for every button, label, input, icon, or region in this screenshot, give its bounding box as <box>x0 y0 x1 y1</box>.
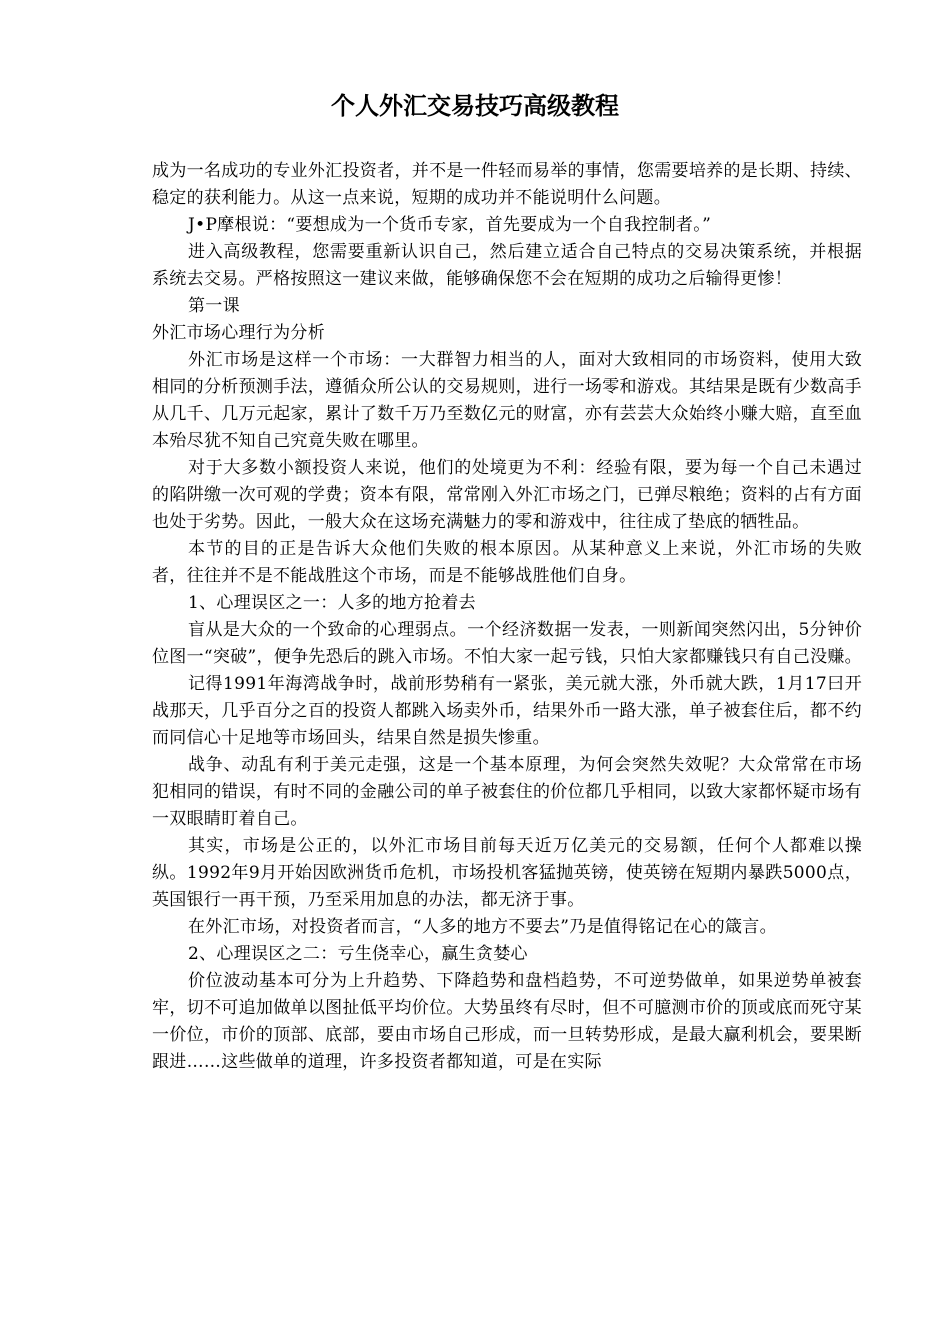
paragraph: 外汇市场是这样一个市场：一大群智力相当的人，面对大致相同的市场资料，使用大致相同的分析预测手法，遵循众所公认的交易规则，进行一场零和游戏。其结果是既有少数高手从几千、几万元起家，累计了数千万乃至数亿元的财富，亦有芸芸大众始终小赚大赔，直至血本殆尽犹不知自己究竟失败在哪里。 <box>152 350 862 451</box>
paragraph: 在外汇市场，对投资者而言，“人多的地方不要去”乃是值得铭记在心的箴言。 <box>188 917 777 937</box>
paragraph: 2、心理误区之二：亏生侥幸心，赢生贪婪心 <box>188 944 528 964</box>
paragraph: 战争、动乱有利于美元走强，这是一个基本原理，为何会突然失效呢？大众常常在市场犯相同的错误，有时不同的金融公司的单子被套住的价位都几乎相同，以致大家都怀疑市场有一双眼睛盯着自己。 <box>152 755 862 829</box>
paragraph: 对于大多数小额投资人来说，他们的处境更为不利：经验有限，要为每一个自己未遇过的陷阱缴一次可观的学费；资本有限，常常刚入外汇市场之门，已弹尽粮绝；资料的占有方面也处于劣势。因此，一般大众在这场充满魅力的零和游戏中，往往成了垫底的牺牲品。 <box>152 458 862 532</box>
paragraph: 第一课 <box>188 296 240 316</box>
paragraph: 价位波动基本可分为上升趋势、下降趋势和盘档趋势，不可逆势做单，如果逆势单被套牢，切不可追加做单以图扯低平均价位。大势虽终有尽时，但不可臆测市价的顶或底而死守某一价位，市价的顶部、底部，要由市场自己形成，而一旦转势形成，是最大赢利机会，要果断跟进……这些做单的道理，许多投资者都知道，可是在实际 <box>152 971 862 1072</box>
paragraph: 成为一名成功的专业外汇投资者，并不是一件轻而易举的事情，您需要培养的是长期、持续、稳定的获利能力。从这一点来说，短期的成功并不能说明什么问题。 <box>152 161 862 208</box>
paragraph: 其实，市场是公正的，以外汇市场目前每天近万亿美元的交易额，任何个人都难以操纵。1992年9月开始因欧洲货币危机，市场投机客猛抛英镑，使英镑在短期内暴跌5000点，英国银行一再干预，乃至采用加息的办法，都无济于事。 <box>152 836 862 910</box>
document-title: 个人外汇交易技巧高级教程 <box>331 92 619 120</box>
paragraph: 进入高级教程，您需要重新认识自己，然后建立适合自己特点的交易决策系统，并根据系统去交易。严格按照这一建议来做，能够确保您不会在短期的成功之后输得更惨！ <box>152 242 862 289</box>
paragraph: 盲从是大众的一个致命的心理弱点。一个经济数据一发表，一则新闻突然闪出，5分钟价位图一“突破”，便争先恐后的跳入市场。不怕大家一起亏钱，只怕大家都赚钱只有自己没赚。 <box>152 620 862 667</box>
paragraph: 本节的目的正是告诉大众他们失败的根本原因。从某种意义上来说，外汇市场的失败者，往往并不是不能战胜这个市场，而是不能够战胜他们自身。 <box>152 539 862 586</box>
document-body <box>152 158 862 1076</box>
paragraph: J•P摩根说：“要想成为一个货币专家，首先要成为一个自我控制者。” <box>188 215 712 235</box>
paragraph: 外汇市场心理行为分析 <box>152 323 325 343</box>
paragraph: 记得1991年海湾战争时，战前形势稍有一紧张，美元就大涨，外币就大跌，1月17曰开战那天，几乎百分之百的投资人都跳入场卖外币，结果外币一路大涨，单子被套住后，都不约而同信心十足地等市场回头，结果自然是损失惨重。 <box>152 674 862 748</box>
paragraph: 1、心理误区之一：人多的地方抢着去 <box>188 593 476 613</box>
